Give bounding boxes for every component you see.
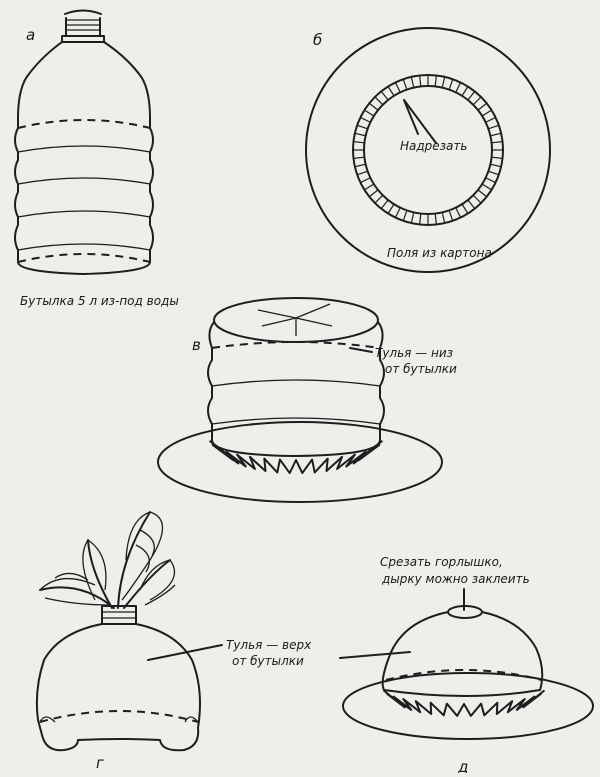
brim-notch (486, 117, 496, 122)
brim-notch (456, 208, 461, 218)
brim-notch (411, 212, 413, 223)
hat-g-pointer (148, 645, 222, 660)
panel-a-bottle (15, 11, 179, 309)
brim-notch (353, 157, 364, 158)
brim-notch (449, 79, 453, 89)
brim-notch (420, 214, 421, 225)
bottle-cut-line-bottom (18, 254, 150, 262)
hat-g-neck (102, 606, 136, 624)
panel-g-label-1: Тулья — верх (226, 638, 312, 652)
panel-v-label-2: от бутылки (385, 362, 457, 376)
hat-g-cut-line (40, 711, 198, 722)
feather-plume-icon (40, 512, 175, 608)
brim-notch (355, 164, 366, 166)
brim-notch (403, 210, 407, 220)
panel-d-label-2: дырку можно заклеить (382, 572, 530, 586)
brim-notch (442, 77, 444, 88)
hat-v-brim (158, 422, 442, 502)
brim-notch (488, 171, 498, 175)
panel-v-hat-bottom (158, 298, 457, 502)
brim-notch (435, 214, 436, 225)
panel-v-label-1: Тулья — низ (375, 346, 454, 360)
brim-notch (468, 91, 475, 100)
panel-v-letter: в (192, 336, 201, 354)
brim-notch (403, 79, 407, 89)
brim-notch (462, 86, 468, 95)
bottle-cut-line-top (18, 120, 150, 128)
brim-notch (490, 133, 501, 135)
brim-notch (449, 210, 453, 220)
brim-notch (456, 82, 461, 92)
brim-notch (364, 110, 373, 116)
panel-g-label-2: от бутылки (232, 654, 304, 668)
brim-notch (375, 195, 383, 203)
bottle-outline (15, 42, 153, 274)
brim-notch (492, 157, 503, 158)
cut-pointer-lines (404, 100, 436, 143)
hat-g-dome (37, 624, 200, 750)
panel-d-hat-top-cut (340, 555, 593, 773)
panel-a-letter: а (26, 26, 36, 44)
brim-notch (360, 178, 370, 183)
panel-d-letter: д (458, 758, 469, 773)
brim-notch (369, 190, 378, 197)
brim-notch (420, 75, 421, 86)
hat-v-cut-line (212, 342, 380, 348)
panel-a-caption: Бутылка 5 л из-под воды (20, 294, 179, 308)
brim-notch (381, 91, 388, 100)
brim-notch (488, 125, 498, 129)
brim-notch (395, 82, 400, 92)
brim-notch (482, 110, 491, 116)
brim-notch (462, 204, 468, 213)
brim-notch (492, 142, 503, 143)
brim-notch (360, 117, 370, 122)
panel-b-cut-label: Надрезать (400, 139, 468, 153)
panel-g-letter: г (96, 754, 104, 772)
brim-notch (364, 184, 373, 190)
bottle-neck (62, 11, 104, 43)
brim-notch (482, 184, 491, 190)
panel-g-hat-top (37, 512, 312, 772)
panel-b-letter: б (313, 31, 323, 49)
brim-notch (442, 212, 444, 223)
panel-d-label-1: Срезать горлышко, (380, 555, 503, 569)
brim-notch (353, 142, 364, 143)
hat-d-brim (343, 673, 593, 739)
brim-notch (369, 103, 378, 110)
hat-v-zigzag-flaps (210, 441, 382, 473)
brim-notch (395, 208, 400, 218)
brim-notch (375, 97, 383, 105)
brim-notch (473, 195, 481, 203)
brim-notch (468, 200, 475, 209)
hat-d-cut-line (386, 670, 542, 680)
brim-notch (473, 97, 481, 105)
brim-notch (381, 200, 388, 209)
hat-d-pointer (340, 652, 410, 658)
hat-d-dome (383, 612, 543, 696)
brim-notch (486, 178, 496, 183)
brim-notch (357, 171, 367, 175)
hat-d-zigzag-flaps (384, 691, 544, 716)
brim-notch (388, 204, 394, 213)
brim-notch (490, 164, 501, 166)
brim-notch (478, 103, 487, 110)
panel-b-brim-label: Поля из картона (387, 246, 492, 260)
hat-v-pointer (350, 348, 372, 352)
brim-notch (388, 86, 394, 95)
brim-notch (411, 77, 413, 88)
brim-notch (478, 190, 487, 197)
panel-b-brim (306, 28, 550, 272)
brim-notch (355, 133, 366, 135)
brim-notch (357, 125, 367, 129)
brim-notch (435, 75, 436, 86)
